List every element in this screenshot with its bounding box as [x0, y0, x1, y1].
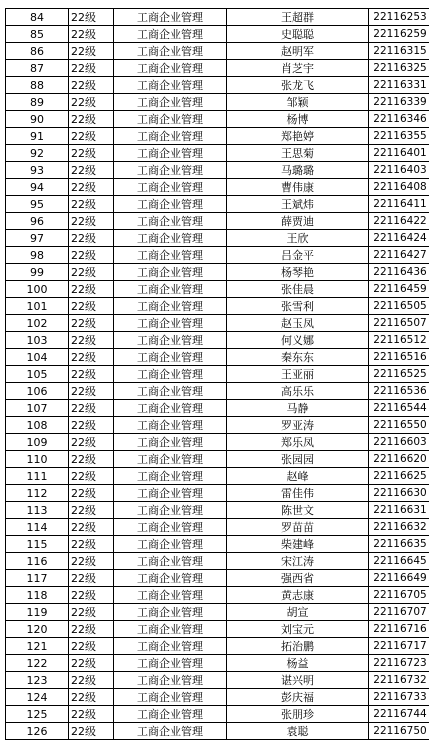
student-id-cell: 22116346: [369, 111, 429, 128]
major-cell: 工商企业管理: [114, 315, 227, 332]
grade-cell: 22级: [69, 264, 114, 281]
table-row: [6, 638, 429, 655]
major-cell: 工商企业管理: [114, 94, 227, 111]
table-row: [6, 77, 429, 94]
grade-cell: 22级: [69, 502, 114, 519]
grade-cell: 22级: [69, 43, 114, 60]
major-cell: 工商企业管理: [114, 706, 227, 723]
student-id-cell: 22116631: [369, 502, 429, 519]
student-name-cell: 赵峰: [227, 468, 369, 485]
row-number-cell: 94: [6, 179, 69, 196]
student-name-cell: 张佳晨: [227, 281, 369, 298]
student-id-cell: 22116733: [369, 689, 429, 706]
student-name-cell: 王思菊: [227, 145, 369, 162]
grade-cell: 22级: [69, 128, 114, 145]
student-name-cell: 秦东东: [227, 349, 369, 366]
table-row: [6, 451, 429, 468]
row-number-cell: 110: [6, 451, 69, 468]
grade-cell: 22级: [69, 689, 114, 706]
student-name-cell: 马静: [227, 400, 369, 417]
row-number-cell: 118: [6, 587, 69, 604]
major-cell: 工商企业管理: [114, 570, 227, 587]
grade-cell: 22级: [69, 366, 114, 383]
table-row: [6, 621, 429, 638]
major-cell: 工商企业管理: [114, 400, 227, 417]
student-name-cell: 罗苗苗: [227, 519, 369, 536]
major-cell: 工商企业管理: [114, 536, 227, 553]
grade-cell: 22级: [69, 417, 114, 434]
major-cell: 工商企业管理: [114, 230, 227, 247]
student-id-cell: 22116625: [369, 468, 429, 485]
student-name-cell: 王欣: [227, 230, 369, 247]
grade-cell: 22级: [69, 587, 114, 604]
student-id-cell: 22116707: [369, 604, 429, 621]
grade-cell: 22级: [69, 383, 114, 400]
major-cell: 工商企业管理: [114, 26, 227, 43]
grade-cell: 22级: [69, 400, 114, 417]
table-row: [6, 111, 429, 128]
table-row: [6, 60, 429, 77]
student-name-cell: 杨益: [227, 655, 369, 672]
student-id-cell: 22116705: [369, 587, 429, 604]
row-number-cell: 106: [6, 383, 69, 400]
student-id-cell: 22116732: [369, 672, 429, 689]
major-cell: 工商企业管理: [114, 655, 227, 672]
grade-cell: 22级: [69, 60, 114, 77]
row-number-cell: 124: [6, 689, 69, 706]
major-cell: 工商企业管理: [114, 43, 227, 60]
student-id-cell: 22116436: [369, 264, 429, 281]
student-name-cell: 雷佳伟: [227, 485, 369, 502]
student-id-cell: 22116459: [369, 281, 429, 298]
major-cell: 工商企业管理: [114, 196, 227, 213]
student-id-cell: 22116717: [369, 638, 429, 655]
student-id-cell: 22116325: [369, 60, 429, 77]
student-name-cell: 王斌炜: [227, 196, 369, 213]
table-row: [6, 213, 429, 230]
grade-cell: 22级: [69, 672, 114, 689]
student-name-cell: 张龙飞: [227, 77, 369, 94]
major-cell: 工商企业管理: [114, 502, 227, 519]
table-row: [6, 94, 429, 111]
row-number-cell: 115: [6, 536, 69, 553]
major-cell: 工商企业管理: [114, 468, 227, 485]
major-cell: 工商企业管理: [114, 434, 227, 451]
table-row: [6, 281, 429, 298]
row-number-cell: 126: [6, 723, 69, 740]
major-cell: 工商企业管理: [114, 111, 227, 128]
grade-cell: 22级: [69, 434, 114, 451]
grade-cell: 22级: [69, 145, 114, 162]
row-number-cell: 85: [6, 26, 69, 43]
row-number-cell: 90: [6, 111, 69, 128]
table-row: [6, 298, 429, 315]
row-number-cell: 95: [6, 196, 69, 213]
student-id-cell: 22116422: [369, 213, 429, 230]
student-id-cell: 22116516: [369, 349, 429, 366]
row-number-cell: 120: [6, 621, 69, 638]
student-name-cell: 黄志康: [227, 587, 369, 604]
student-name-cell: 赵玉凤: [227, 315, 369, 332]
student-name-cell: 薛贾迪: [227, 213, 369, 230]
table-row: [6, 349, 429, 366]
grade-cell: 22级: [69, 162, 114, 179]
grade-cell: 22级: [69, 451, 114, 468]
student-name-cell: 郑艳婷: [227, 128, 369, 145]
row-number-cell: 101: [6, 298, 69, 315]
table-row: [6, 366, 429, 383]
grade-cell: 22级: [69, 315, 114, 332]
table-row: [6, 706, 429, 723]
table-row: [6, 434, 429, 451]
student-id-cell: 22116635: [369, 536, 429, 553]
grade-cell: 22级: [69, 553, 114, 570]
student-name-cell: 罗亚涛: [227, 417, 369, 434]
major-cell: 工商企业管理: [114, 485, 227, 502]
student-name-cell: 彭庆福: [227, 689, 369, 706]
table-row: [6, 587, 429, 604]
table-row: [6, 179, 429, 196]
table-row: [6, 553, 429, 570]
student-id-cell: 22116408: [369, 179, 429, 196]
row-number-cell: 121: [6, 638, 69, 655]
table-row: [6, 723, 429, 740]
table-row: [6, 604, 429, 621]
major-cell: 工商企业管理: [114, 553, 227, 570]
student-name-cell: 拓治鹏: [227, 638, 369, 655]
grade-cell: 22级: [69, 349, 114, 366]
student-name-cell: 杨琴艳: [227, 264, 369, 281]
grade-cell: 22级: [69, 604, 114, 621]
student-name-cell: 柴建峰: [227, 536, 369, 553]
student-name-cell: 张朋珍: [227, 706, 369, 723]
row-number-cell: 99: [6, 264, 69, 281]
table-body: [6, 9, 429, 740]
student-id-cell: 22116424: [369, 230, 429, 247]
grade-cell: 22级: [69, 298, 114, 315]
student-name-cell: 王亚丽: [227, 366, 369, 383]
student-name-cell: 曹伟康: [227, 179, 369, 196]
grade-cell: 22级: [69, 26, 114, 43]
table-row: [6, 485, 429, 502]
student-name-cell: 吕金平: [227, 247, 369, 264]
row-number-cell: 92: [6, 145, 69, 162]
row-number-cell: 98: [6, 247, 69, 264]
grade-cell: 22级: [69, 230, 114, 247]
row-number-cell: 123: [6, 672, 69, 689]
row-number-cell: 88: [6, 77, 69, 94]
student-name-cell: 刘宝元: [227, 621, 369, 638]
major-cell: 工商企业管理: [114, 672, 227, 689]
grade-cell: 22级: [69, 621, 114, 638]
table-row: [6, 145, 429, 162]
table-row: [6, 400, 429, 417]
table-row: [6, 570, 429, 587]
student-id-cell: 22116427: [369, 247, 429, 264]
student-id-cell: 22116723: [369, 655, 429, 672]
table-row: [6, 672, 429, 689]
grade-cell: 22级: [69, 9, 114, 26]
row-number-cell: 84: [6, 9, 69, 26]
student-id-cell: 22116525: [369, 366, 429, 383]
table-row: [6, 502, 429, 519]
table-row: [6, 43, 429, 60]
major-cell: 工商企业管理: [114, 638, 227, 655]
row-number-cell: 109: [6, 434, 69, 451]
table-row: [6, 26, 429, 43]
student-name-cell: 史聪聪: [227, 26, 369, 43]
student-id-cell: 22116536: [369, 383, 429, 400]
student-name-cell: 马璐璐: [227, 162, 369, 179]
table-row: [6, 247, 429, 264]
student-name-cell: 陈世文: [227, 502, 369, 519]
student-id-cell: 22116544: [369, 400, 429, 417]
student-id-cell: 22116401: [369, 145, 429, 162]
major-cell: 工商企业管理: [114, 366, 227, 383]
row-number-cell: 119: [6, 604, 69, 621]
major-cell: 工商企业管理: [114, 298, 227, 315]
student-name-cell: 强西省: [227, 570, 369, 587]
student-id-cell: 22116339: [369, 94, 429, 111]
grade-cell: 22级: [69, 638, 114, 655]
major-cell: 工商企业管理: [114, 162, 227, 179]
row-number-cell: 96: [6, 213, 69, 230]
grade-cell: 22级: [69, 281, 114, 298]
row-number-cell: 100: [6, 281, 69, 298]
table-row: [6, 128, 429, 145]
table-row: [6, 417, 429, 434]
table-row: [6, 162, 429, 179]
grade-cell: 22级: [69, 111, 114, 128]
student-id-cell: 22116259: [369, 26, 429, 43]
row-number-cell: 125: [6, 706, 69, 723]
grade-cell: 22级: [69, 536, 114, 553]
student-name-cell: 郑乐凤: [227, 434, 369, 451]
student-name-cell: 高乐乐: [227, 383, 369, 400]
student-id-cell: 22116649: [369, 570, 429, 587]
grade-cell: 22级: [69, 196, 114, 213]
table-row: [6, 9, 429, 26]
grade-cell: 22级: [69, 706, 114, 723]
row-number-cell: 91: [6, 128, 69, 145]
student-id-cell: 22116512: [369, 332, 429, 349]
row-number-cell: 93: [6, 162, 69, 179]
grade-cell: 22级: [69, 723, 114, 740]
student-id-cell: 22116331: [369, 77, 429, 94]
row-number-cell: 102: [6, 315, 69, 332]
student-id-cell: 22116253: [369, 9, 429, 26]
row-number-cell: 112: [6, 485, 69, 502]
table-row: [6, 468, 429, 485]
table-row: [6, 536, 429, 553]
grade-cell: 22级: [69, 519, 114, 536]
row-number-cell: 87: [6, 60, 69, 77]
major-cell: 工商企业管理: [114, 417, 227, 434]
row-number-cell: 89: [6, 94, 69, 111]
major-cell: 工商企业管理: [114, 519, 227, 536]
student-list-table: [5, 8, 429, 740]
row-number-cell: 122: [6, 655, 69, 672]
major-cell: 工商企业管理: [114, 332, 227, 349]
student-id-cell: 22116645: [369, 553, 429, 570]
major-cell: 工商企业管理: [114, 128, 227, 145]
row-number-cell: 111: [6, 468, 69, 485]
row-number-cell: 107: [6, 400, 69, 417]
row-number-cell: 114: [6, 519, 69, 536]
row-number-cell: 103: [6, 332, 69, 349]
major-cell: 工商企业管理: [114, 604, 227, 621]
table-row: [6, 230, 429, 247]
grade-cell: 22级: [69, 77, 114, 94]
table-row: [6, 315, 429, 332]
grade-cell: 22级: [69, 485, 114, 502]
grade-cell: 22级: [69, 570, 114, 587]
grade-cell: 22级: [69, 468, 114, 485]
student-id-cell: 22116505: [369, 298, 429, 315]
table-row: [6, 689, 429, 706]
major-cell: 工商企业管理: [114, 145, 227, 162]
student-id-cell: 22116750: [369, 723, 429, 740]
student-name-cell: 何义娜: [227, 332, 369, 349]
student-id-cell: 22116315: [369, 43, 429, 60]
grade-cell: 22级: [69, 179, 114, 196]
student-id-cell: 22116355: [369, 128, 429, 145]
major-cell: 工商企业管理: [114, 587, 227, 604]
row-number-cell: 113: [6, 502, 69, 519]
major-cell: 工商企业管理: [114, 349, 227, 366]
student-name-cell: 张雪利: [227, 298, 369, 315]
grade-cell: 22级: [69, 247, 114, 264]
student-id-cell: 22116630: [369, 485, 429, 502]
student-name-cell: 宋江涛: [227, 553, 369, 570]
student-id-cell: 22116632: [369, 519, 429, 536]
student-id-cell: 22116620: [369, 451, 429, 468]
student-name-cell: 王超群: [227, 9, 369, 26]
major-cell: 工商企业管理: [114, 689, 227, 706]
row-number-cell: 116: [6, 553, 69, 570]
student-id-cell: 22116550: [369, 417, 429, 434]
grade-cell: 22级: [69, 94, 114, 111]
grade-cell: 22级: [69, 213, 114, 230]
student-name-cell: 袁聪: [227, 723, 369, 740]
major-cell: 工商企业管理: [114, 621, 227, 638]
major-cell: 工商企业管理: [114, 247, 227, 264]
major-cell: 工商企业管理: [114, 264, 227, 281]
table-row: [6, 332, 429, 349]
student-id-cell: 22116716: [369, 621, 429, 638]
table-row: [6, 383, 429, 400]
student-name-cell: 杨博: [227, 111, 369, 128]
major-cell: 工商企业管理: [114, 9, 227, 26]
student-id-cell: 22116411: [369, 196, 429, 213]
major-cell: 工商企业管理: [114, 281, 227, 298]
table-row: [6, 655, 429, 672]
student-name-cell: 张园园: [227, 451, 369, 468]
student-id-cell: 22116403: [369, 162, 429, 179]
student-id-cell: 22116744: [369, 706, 429, 723]
major-cell: 工商企业管理: [114, 723, 227, 740]
student-name-cell: 谌兴明: [227, 672, 369, 689]
student-name-cell: 胡宣: [227, 604, 369, 621]
major-cell: 工商企业管理: [114, 77, 227, 94]
student-id-cell: 22116507: [369, 315, 429, 332]
table-row: [6, 519, 429, 536]
student-name-cell: 赵明军: [227, 43, 369, 60]
table-row: [6, 264, 429, 281]
major-cell: 工商企业管理: [114, 451, 227, 468]
grade-cell: 22级: [69, 332, 114, 349]
row-number-cell: 86: [6, 43, 69, 60]
major-cell: 工商企业管理: [114, 179, 227, 196]
table-row: [6, 196, 429, 213]
student-name-cell: 邹颖: [227, 94, 369, 111]
row-number-cell: 104: [6, 349, 69, 366]
major-cell: 工商企业管理: [114, 383, 227, 400]
row-number-cell: 105: [6, 366, 69, 383]
grade-cell: 22级: [69, 655, 114, 672]
student-name-cell: 肖芝宇: [227, 60, 369, 77]
major-cell: 工商企业管理: [114, 60, 227, 77]
student-id-cell: 22116603: [369, 434, 429, 451]
row-number-cell: 117: [6, 570, 69, 587]
row-number-cell: 97: [6, 230, 69, 247]
major-cell: 工商企业管理: [114, 213, 227, 230]
row-number-cell: 108: [6, 417, 69, 434]
